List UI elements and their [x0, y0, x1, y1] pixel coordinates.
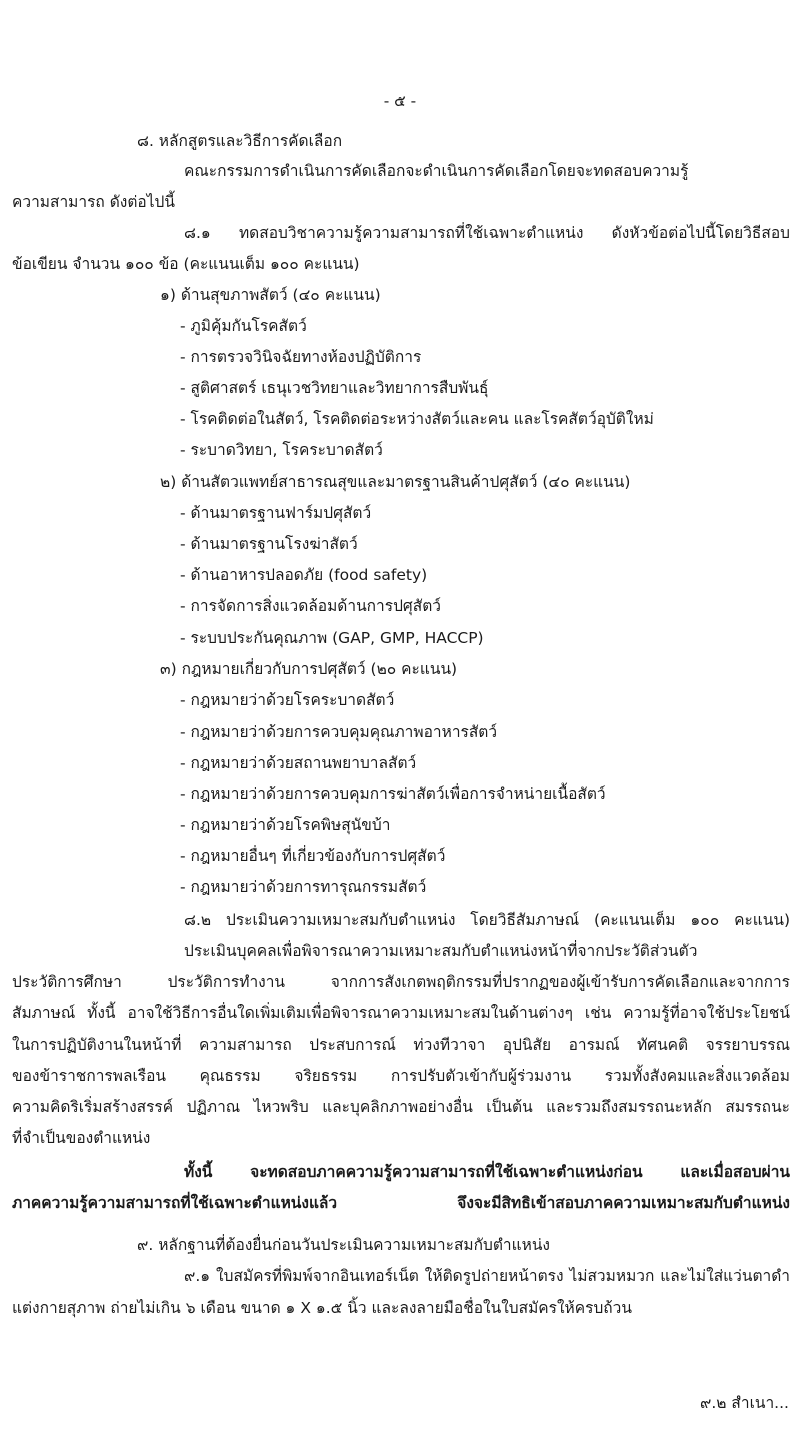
section-9-heading: ๙. หลักฐานที่ต้องยื่นก่อนวันประเมินความเหมาะสมกับตำแหน่ง — [137, 1236, 550, 1254]
group-2-item: - การจัดการสิ่งแวดล้อมด้านการปศุสัตว์ — [180, 597, 441, 615]
group-3-item: - กฎหมายว่าด้วยการทารุณกรรมสัตว์ — [180, 878, 427, 896]
note-line-2: ภาคความรู้ความสามารถที่ใช้เฉพาะตำแหน่งแล้ว จึงจะมีสิทธิเข้าสอบภาคความเหมาะสมกับตำแหน่ง — [12, 1194, 790, 1212]
group-1-item: - ระบาดวิทยา, โรคระบาดสัตว์ — [180, 441, 383, 459]
note-line-1: ทั้งนี้ จะทดสอบภาคความรู้ความสามารถที่ใช้เฉพาะตำแหน่งก่อน และเมื่อสอบผ่าน — [184, 1163, 790, 1181]
paragraph-8-1-line-2: ข้อเขียน จำนวน ๑๐๐ ข้อ (คะแนนเต็ม ๑๐๐ คะแนน) — [12, 255, 360, 273]
paragraph-8-2-title: ๘.๒ ประเมินความเหมาะสมกับตำแหน่ง โดยวิธีสัมภาษณ์ (คะแนนเต็ม ๑๐๐ คะแนน) — [184, 911, 790, 929]
group-3-item: - กฎหมายว่าด้วยการควบคุมการฆ่าสัตว์เพื่อการจำหน่ายเนื้อสัตว์ — [180, 785, 606, 803]
paragraph-8-2-line: ประวัติการศึกษา ประวัติการทำงาน จากการสังเกตพฤติกรรมที่ปรากฏของผู้เข้ารับการคัดเลือกและจากการ — [12, 973, 790, 991]
continuation-marker: ๙.๒ สำเนา... — [700, 1394, 789, 1412]
section-8-intro-line-1: คณะกรรมการดำเนินการคัดเลือกจะดำเนินการคัดเลือกโดยจะทดสอบความรู้ — [184, 162, 689, 180]
paragraph-9-1-line-1: ๙.๑ ใบสมัครที่พิมพ์จากอินเทอร์เน็ต ให้ติดรูปถ่ายหน้าตรง ไม่สวมหมวก และไม่ใส่แว่นตาดำ — [184, 1267, 790, 1285]
group-1-item: - ภูมิคุ้มกันโรคสัตว์ — [180, 317, 307, 335]
group-3-item: - กฎหมายอื่นๆ ที่เกี่ยวข้องกับการปศุสัตว์ — [180, 847, 446, 865]
group-3-item: - กฎหมายว่าด้วยโรคระบาดสัตว์ — [180, 691, 395, 709]
paragraph-8-2-line: ของข้าราชการพลเรือน คุณธรรม จริยธรรม การปรับตัวเข้ากับผู้ร่วมงาน รวมทั้งสังคมและสิ่งแวดล้อม — [12, 1067, 790, 1085]
paragraph-8-2-line: ที่จำเป็นของตำแหน่ง — [12, 1129, 151, 1147]
group-1-item: - สูติศาสตร์ เธนุเวชวิทยาและวิทยาการสืบพันธุ์ — [180, 379, 489, 397]
group-3-title: ๓) กฎหมายเกี่ยวกับการปศุสัตว์ (๒๐ คะแนน) — [160, 660, 458, 678]
group-3-item: - กฎหมายว่าด้วยสถานพยาบาลสัตว์ — [180, 754, 417, 772]
paragraph-8-2-line: สัมภาษณ์ ทั้งนี้ อาจใช้วิธีการอื่นใดเพิ่มเติมเพื่อพิจารณาความเหมาะสมในด้านต่างๆ เช่น ความรู้ที่อาจใช้ประโยชน์ — [12, 1004, 790, 1022]
group-2-item: - ระบบประกันคุณภาพ (GAP, GMP, HACCP) — [180, 629, 484, 647]
group-3-item: - กฎหมายว่าด้วยการควบคุมคุณภาพอาหารสัตว์ — [180, 723, 498, 741]
paragraph-8-1-line-1: ๘.๑ ทดสอบวิชาความรู้ความสามารถที่ใช้เฉพาะตำแหน่ง ดังหัวข้อต่อไปนี้โดยวิธีสอบ — [184, 224, 790, 242]
group-3-item: - กฎหมายว่าด้วยโรคพิษสุนัขบ้า — [180, 816, 391, 834]
paragraph-9-1-line-2: แต่งกายสุภาพ ถ่ายไม่เกิน ๖ เดือน ขนาด ๑ X ๑.๕ นิ้ว และลงลายมือชื่อในใบสมัครให้ครบถ้วน — [12, 1299, 632, 1317]
paragraph-8-2-line: ในการปฏิบัติงานในหน้าที่ ความสามารถ ประสบการณ์ ท่วงทีวาจา อุปนิสัย อารมณ์ ทัศนคติ จรรยาบรรณ — [12, 1036, 790, 1054]
section-8-intro-line-2: ความสามารถ ดังต่อไปนี้ — [12, 193, 175, 211]
group-1-item: - โรคติดต่อในสัตว์, โรคติดต่อระหว่างสัตว์และคน และโรคสัตว์อุบัติใหม่ — [180, 410, 654, 428]
group-2-item: - ด้านมาตรฐานฟาร์มปศุสัตว์ — [180, 504, 372, 522]
group-1-title: ๑) ด้านสุขภาพสัตว์ (๔๐ คะแนน) — [160, 286, 381, 304]
section-8-heading: ๘. หลักสูตรและวิธีการคัดเลือก — [137, 132, 343, 150]
group-2-item: - ด้านมาตรฐานโรงฆ่าสัตว์ — [180, 535, 358, 553]
paragraph-8-2-line: ประเมินบุคคลเพื่อพิจารณาความเหมาะสมกับตำแหน่งหน้าที่จากประวัติส่วนตัว — [184, 942, 698, 960]
group-2-item: - ด้านอาหารปลอดภัย (food safety) — [180, 566, 428, 584]
paragraph-8-2-line: ความคิดริเริ่มสร้างสรรค์ ปฏิภาณ ไหวพริบ และบุคลิกภาพอย่างอื่น เป็นต้น และรวมถึงสมรรถนะหลัก สมรรถนะ — [12, 1098, 790, 1116]
group-1-item: - การตรวจวินิจฉัยทางห้องปฏิบัติการ — [180, 348, 422, 366]
group-2-title: ๒) ด้านสัตวแพทย์สาธารณสุขและมาตรฐานสินค้าปศุสัตว์ (๔๐ คะแนน) — [160, 473, 631, 491]
page-number: - ๕ - — [383, 92, 417, 110]
